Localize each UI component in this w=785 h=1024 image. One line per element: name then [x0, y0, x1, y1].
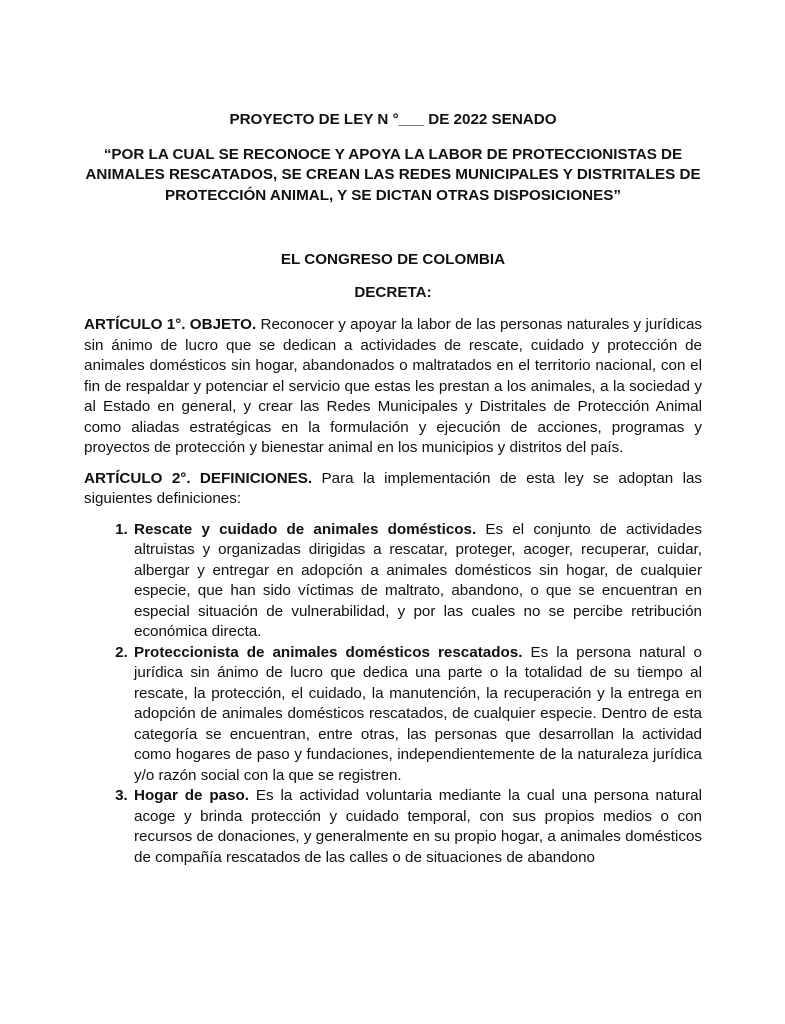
definition-term: Rescate y cuidado de animales domésticos. [134, 520, 477, 538]
definition-term: Hogar de paso. [134, 787, 250, 804]
definition-text: Es el conjunto de actividades altruistas y organizadas dirigidas a rescatar, proteger, acoger, recuperar, cuidar, albergar y entregar en adopción a animales domésticos sin hogar, de cualquier especie, que han sido víctimas de maltrato, abandono, o que se encuentran en especial situación de vulnerabilidad, y por las cuales no se percibe retribución económica directa. [134, 520, 702, 640]
definition-term: Proteccionista de animales domésticos rescatados. [134, 643, 523, 661]
definitions-list [84, 520, 702, 869]
article-1 [84, 315, 702, 459]
article-1-text: Reconocer y apoyar la labor de las personas naturales y jurídicas sin ánimo de lucro que se dedican a actividades de rescate, cuidado y protección de animales domésticos sin hogar, abandonados o maltratados en el territorio nacional, con el fin de respaldar y potenciar el servicio que estas les prestan a los animales, a la sociedad y al Estado en general, y crear las Redes Municipales y Distritales de Protección Animal como aliadas estratégicas en la formulación y ejecución de acciones, programas y proyectos de protección y bienestar animal en los municipios y distritos del país. [84, 316, 702, 456]
article-2-text: Para la implementación de esta ley se adoptan las siguientes definiciones: [84, 469, 702, 507]
definition-item [132, 643, 702, 787]
definition-text: Es la actividad voluntaria mediante la cual una persona natural acoge y brinda protección y cuidado temporal, con sus propios medios o con recursos de donaciones, y generalmente en su propio hogar, a animales domésticos de compañía rescatados de las calles o de situaciones de abandono [134, 787, 702, 866]
decreta-heading: DECRETA: [354, 283, 432, 301]
article-1-heading: ARTÍCULO 1°. OBJETO. [84, 316, 257, 333]
document-title: PROYECTO DE LEY N °___ DE 2022 SENADO [229, 111, 557, 128]
article-2-heading: ARTÍCULO 2°. DEFINICIONES. [84, 469, 313, 487]
document-subtitle: “POR LA CUAL SE RECONOCE Y APOYA LA LABOR DE PROTECCIONISTAS DE ANIMALES RESCATADOS, SE CREAN LAS REDES MUNICIPALES Y DISTRITALES DE PROTECCIÓN ANIMAL, Y SE DICTAN OTRAS DISPOSICIONES” [85, 145, 701, 204]
article-2 [84, 469, 702, 510]
document-page [84, 110, 702, 868]
definition-text: Es la persona natural o jurídica sin ánimo de lucro que dedica una parte o la totalidad de su tiempo al rescate, la protección, el cuidado, la manutención, la recuperación y la entrega en adopción de animales domésticos rescatados, de cualquier especie. Dentro de esta categoría se encuentran, entre otras, las personas que desarrollan la actividad como hogares de paso y fundaciones, independientemente de la naturaleza jurídica y/o razón social con la que se registren. [134, 643, 702, 784]
congress-heading: EL CONGRESO DE COLOMBIA [280, 251, 506, 268]
definition-item [132, 786, 702, 868]
definition-item [132, 520, 702, 643]
